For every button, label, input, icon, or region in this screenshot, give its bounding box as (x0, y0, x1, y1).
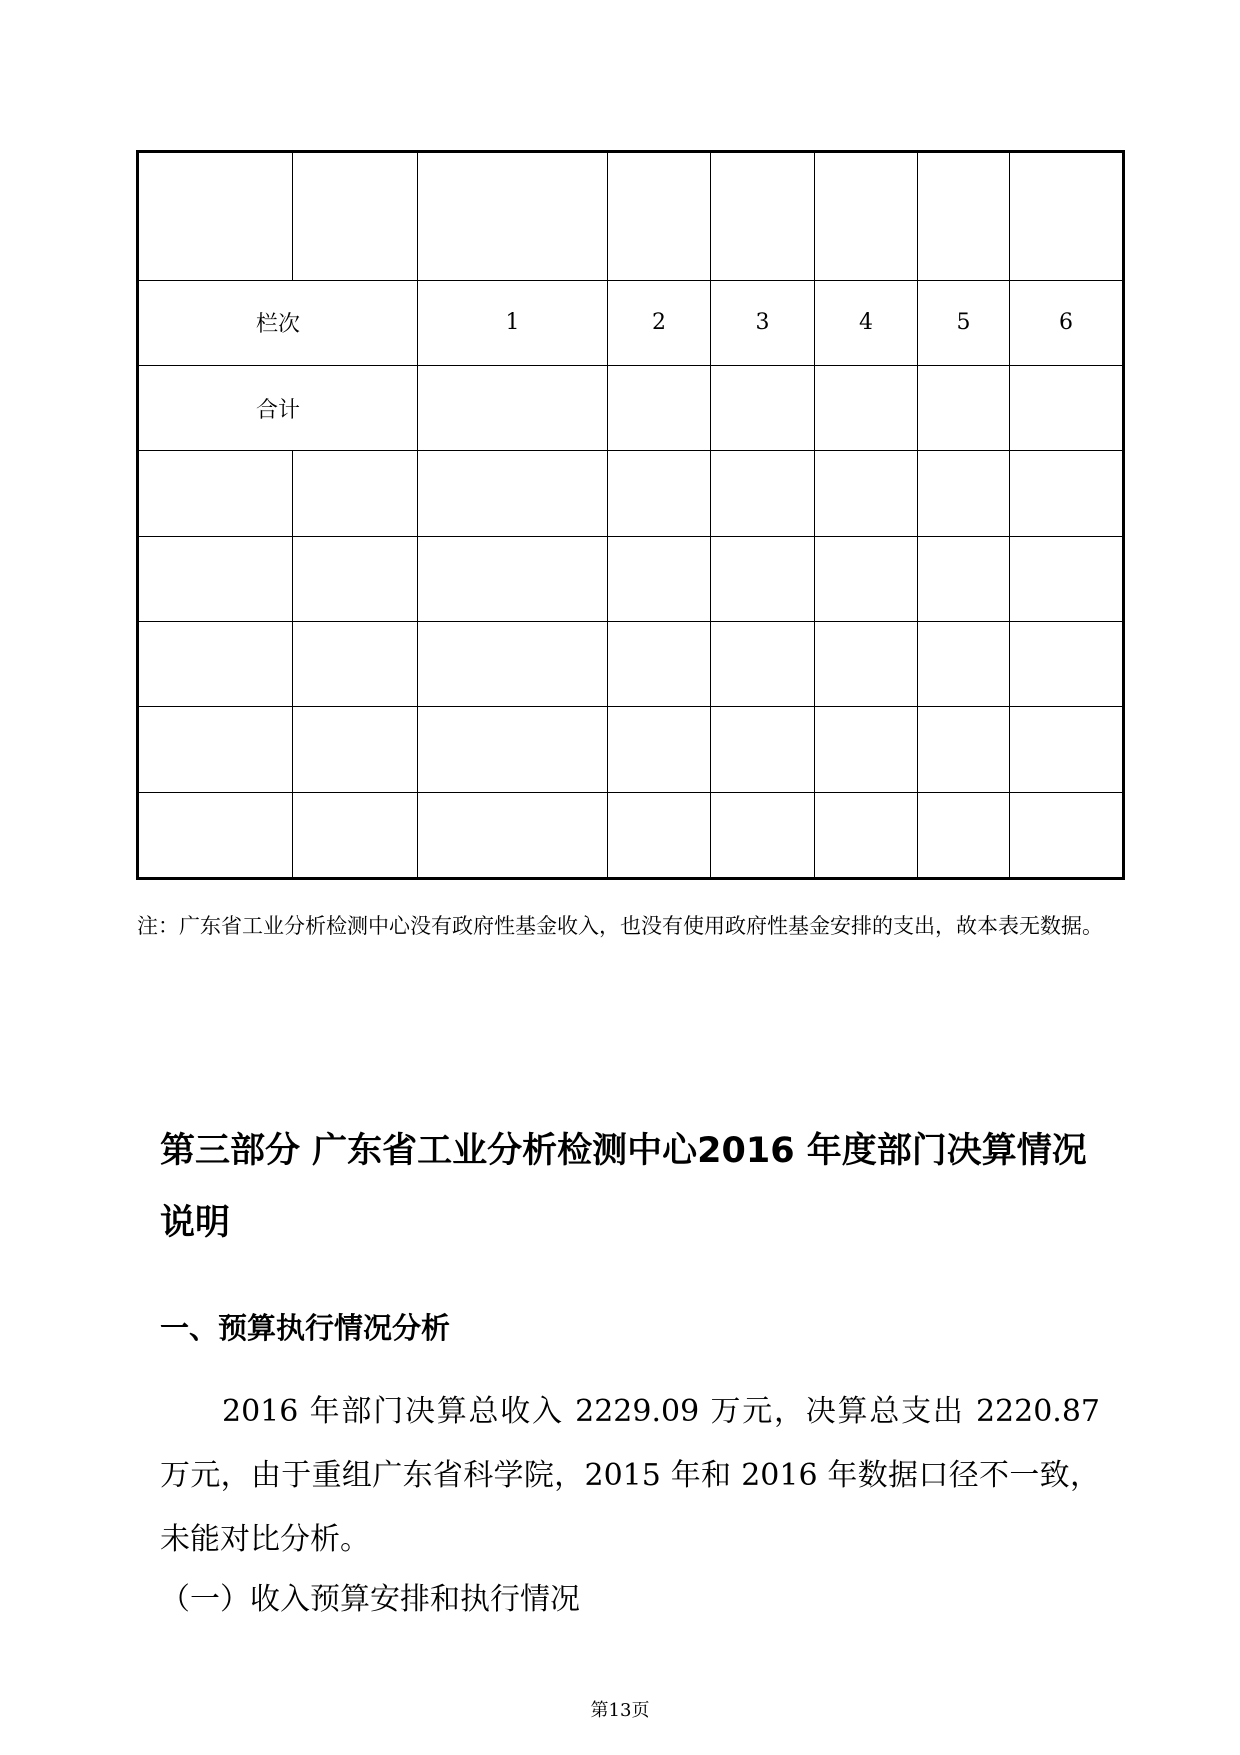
table-cell (711, 451, 815, 536)
table-cell (918, 152, 1010, 281)
table-cell (918, 365, 1010, 450)
table-cell (815, 365, 918, 450)
table-cell (1010, 365, 1124, 450)
column-row-label: 栏次 (138, 280, 418, 365)
subsection-title: 一、预算执行情况分析 (160, 1311, 451, 1345)
table-cell (293, 152, 418, 281)
table-cell (815, 451, 918, 536)
table-cell (608, 621, 711, 706)
table-cell (293, 451, 418, 536)
table-row (138, 707, 1124, 792)
column-number: 6 (1010, 280, 1124, 365)
table-cell (418, 451, 608, 536)
column-number: 2 (608, 280, 711, 365)
table-cell (1010, 621, 1124, 706)
table-cell (711, 792, 815, 878)
table-cell (1010, 536, 1124, 621)
fund-table (136, 150, 1125, 880)
table-cell (608, 536, 711, 621)
table-cell (711, 365, 815, 450)
table-cell (918, 451, 1010, 536)
table-cell (918, 792, 1010, 878)
table-cell (1010, 451, 1124, 536)
column-number-row (138, 280, 1124, 365)
table-row (138, 792, 1124, 878)
table-cell (418, 152, 608, 281)
table-cell (815, 792, 918, 878)
page-number: 第13页 (590, 1700, 650, 1721)
table-cell (1010, 152, 1124, 281)
table-row (138, 621, 1124, 706)
table-cell (815, 707, 918, 792)
body-paragraph: 2016 年部门决算总收入 2229.09 万元，决算总支出 2220.87 万元，由于重组广东省科学院，2015 年和 2016 年数据口径不一致，未能对比分析。 (160, 1394, 1100, 1557)
table-cell (418, 707, 608, 792)
table-cell (293, 621, 418, 706)
table-cell (711, 621, 815, 706)
column-number: 1 (418, 280, 608, 365)
column-number: 4 (815, 280, 918, 365)
table-note: 注：广东省工业分析检测中心没有政府性基金收入，也没有使用政府性基金安排的支出，故本表无数据。 (137, 914, 1103, 938)
table-cell (1010, 792, 1124, 878)
table-cell (608, 152, 711, 281)
table-cell (815, 536, 918, 621)
table-cell (138, 451, 293, 536)
table-cell (608, 451, 711, 536)
table-cell (918, 707, 1010, 792)
table-cell (293, 707, 418, 792)
table-cell (138, 621, 293, 706)
table-cell (418, 621, 608, 706)
table-cell (293, 792, 418, 878)
table-cell (711, 536, 815, 621)
table-cell (138, 707, 293, 792)
table-cell (711, 152, 815, 281)
table-cell (608, 792, 711, 878)
table-cell (138, 152, 293, 281)
table-row (138, 536, 1124, 621)
table-cell (418, 792, 608, 878)
table-cell (918, 536, 1010, 621)
table-cell (293, 536, 418, 621)
table-cell (1010, 707, 1124, 792)
column-number: 5 (918, 280, 1010, 365)
column-number: 3 (711, 280, 815, 365)
total-label: 合计 (138, 365, 418, 450)
table-cell (918, 621, 1010, 706)
table-cell (418, 536, 608, 621)
table-cell (138, 792, 293, 878)
table-header-row (138, 152, 1124, 281)
table-row (138, 451, 1124, 536)
table-cell (608, 365, 711, 450)
section-title: 第三部分 广东省工业分析检测中心2016 年度部门决算情况说明 (160, 1131, 1087, 1243)
total-row (138, 365, 1124, 450)
table-cell (418, 365, 608, 450)
table-cell (711, 707, 815, 792)
table-cell (815, 621, 918, 706)
table-cell (138, 536, 293, 621)
table-cell (815, 152, 918, 281)
table-cell (608, 707, 711, 792)
sub-heading: （一）收入预算安排和执行情况 (160, 1582, 580, 1617)
